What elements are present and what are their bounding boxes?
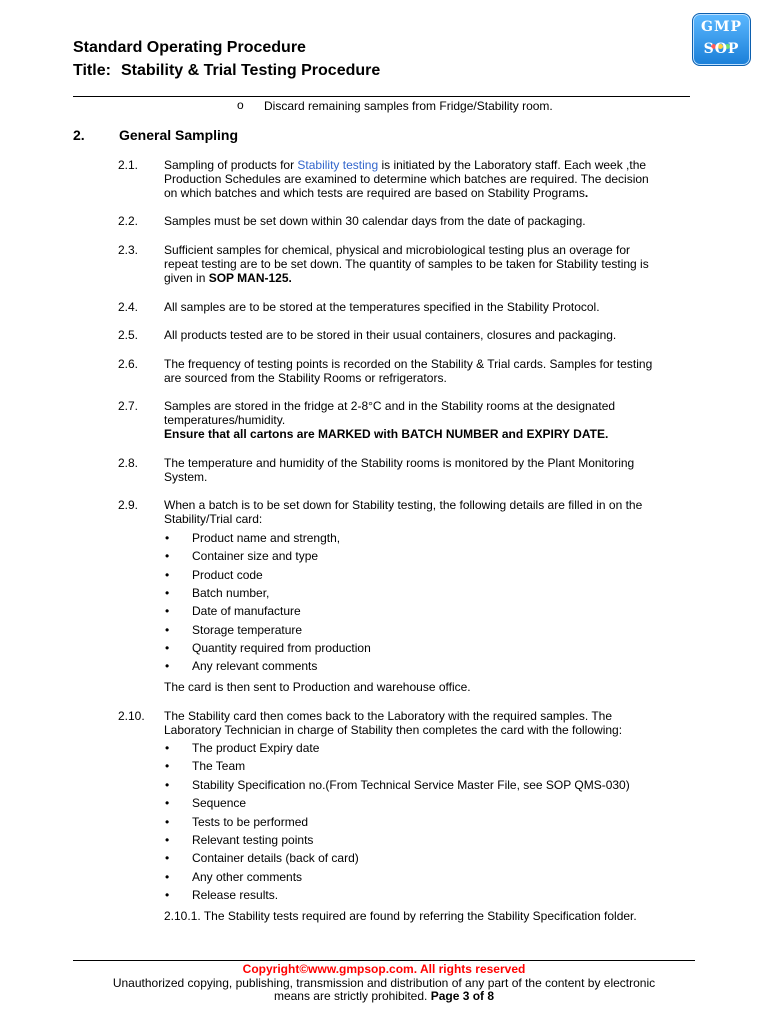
item-2-7-text: Samples are stored in the fridge at 2-8°C and in the Stability rooms at the designated temperatures/humidity. Ensure that all cartons are MARKED with BATCH NUMBER and EXPIRY DATE. — [164, 399, 616, 441]
item-number: 2.10. — [118, 709, 145, 723]
bullet-marker: • — [165, 777, 170, 792]
bullet-marker: • — [165, 640, 170, 655]
bullet-marker: • — [165, 549, 170, 564]
copyright-notice: Copyright©www.gmpsop.com. All rights reserved — [242, 962, 526, 976]
bullet-marker: • — [165, 796, 170, 811]
footer-divider — [73, 960, 695, 961]
usage-restriction-line: Unauthorized copying, publishing, transmission and distribution of any part of the content by electronic — [112, 976, 656, 990]
list-item: Quantity required from production — [192, 640, 371, 655]
stability-testing-link[interactable]: Stability testing — [297, 158, 379, 172]
list-item: Release results. — [192, 888, 279, 903]
bullet-marker: • — [165, 833, 170, 847]
bullet-marker: • — [165, 851, 170, 866]
bullet-marker: • — [165, 604, 170, 619]
item-2-8-text: The temperature and humidity of the Stability rooms is monitored by the Plant Monitoring System. — [164, 456, 635, 484]
item-number: 2.1. — [118, 158, 139, 172]
item-2-3-text: Sufficient samples for chemical, physical and microbiological testing plus an overage for repeat testing are to be set down. The quantity of samples to be taken for Stability testing is given in SOP MAN-125. — [164, 243, 649, 285]
sub-bullet-marker: o — [237, 98, 244, 112]
item-number: 2.3. — [118, 243, 139, 257]
title-value: Stability & Trial Testing Procedure — [120, 62, 381, 79]
item-number: 2.6. — [118, 357, 139, 371]
bullet-marker: • — [165, 659, 170, 674]
item-2-4-text: All samples are to be stored at the temperatures specified in the Stability Protocol. — [164, 300, 600, 314]
sop-reference: SOP MAN-125. — [208, 271, 292, 285]
section-title: General Sampling — [119, 127, 239, 143]
list-item: Any other comments — [192, 869, 303, 884]
bullet-marker: • — [165, 759, 170, 774]
bullet-marker: • — [165, 585, 170, 600]
bullet-marker: • — [165, 531, 170, 545]
list-item: Any relevant comments — [192, 659, 318, 674]
item-2-10-1-text: 2.10.1. The Stability tests required are found by referring the Stability Specification folder. — [164, 909, 637, 923]
gmp-sop-logo: GMP SOP — [692, 13, 751, 66]
bullet-marker: • — [165, 567, 170, 582]
item-2-1-text: Sampling of products for Stability testing is initiated by the Laboratory staff. Each week ,the Production Schedules are examined to determine which batches are required. The decision on which batches and which tests are required are based on Stability Programs. — [164, 158, 649, 200]
bullet-marker: • — [165, 869, 170, 884]
list-item: Batch number, — [192, 585, 270, 600]
item-2-2-text: Samples must be set down within 30 calendar days from the date of packaging. — [164, 214, 586, 228]
usage-restriction-line-2: means are strictly prohibited. Page 3 of 8 — [273, 989, 495, 1003]
item-2-9-followup: The card is then sent to Production and warehouse office. — [164, 680, 471, 694]
item-number: 2.9. — [118, 498, 139, 512]
document-type-heading: Standard Operating Procedure — [73, 39, 306, 56]
item-2-9-text: When a batch is to be set down for Stability testing, the following details are filled in on the Stability/Trial card: — [164, 498, 643, 526]
item-number: 2.7. — [118, 399, 139, 413]
carryover-text: Discard remaining samples from Fridge/Stability room. — [264, 99, 553, 113]
bullet-marker: • — [165, 741, 170, 755]
list-item: Container details (back of card) — [192, 851, 359, 866]
item-number: 2.8. — [118, 456, 139, 470]
carton-marking-warning: Ensure that all cartons are MARKED with BATCH NUMBER and EXPIRY DATE. — [164, 427, 609, 441]
bullet-marker: • — [165, 888, 170, 903]
item-2-10-text: The Stability card then comes back to the Laboratory with the required samples. The Laboratory Technician in charge of Stability then completes the card with the following: — [164, 709, 623, 737]
list-item: Tests to be performed — [192, 814, 309, 829]
item-number: 2.2. — [118, 214, 139, 228]
item-2-6-text: The frequency of testing points is recorded on the Stability & Trial cards. Samples for testing are sourced from the Stability Rooms or refrigerators. — [164, 357, 653, 385]
list-item: Container size and type — [192, 549, 319, 564]
list-item: Relevant testing points — [192, 833, 314, 847]
list-item: Storage temperature — [192, 622, 303, 637]
bullet-marker: • — [165, 814, 170, 829]
section-number: 2. — [73, 127, 85, 143]
item-number: 2.5. — [118, 328, 139, 342]
document-title — [73, 62, 380, 80]
page-indicator: Page 3 of 8 — [430, 989, 495, 1003]
item-number: 2.4. — [118, 300, 139, 314]
list-item: Stability Specification no.(From Technical Service Master File, see SOP QMS-030) — [192, 777, 630, 792]
list-item: Date of manufacture — [192, 604, 301, 619]
title-label: Title: — [73, 62, 111, 79]
list-item: The product Expiry date — [192, 741, 320, 755]
list-item: Sequence — [192, 796, 247, 811]
list-item: Product name and strength, — [192, 531, 341, 545]
bullet-marker: • — [165, 622, 170, 637]
item-2-5-text: All products tested are to be stored in their usual containers, closures and packaging. — [164, 328, 617, 342]
list-item: Product code — [192, 567, 263, 582]
header-divider — [73, 96, 690, 97]
list-item: The Team — [192, 759, 246, 774]
